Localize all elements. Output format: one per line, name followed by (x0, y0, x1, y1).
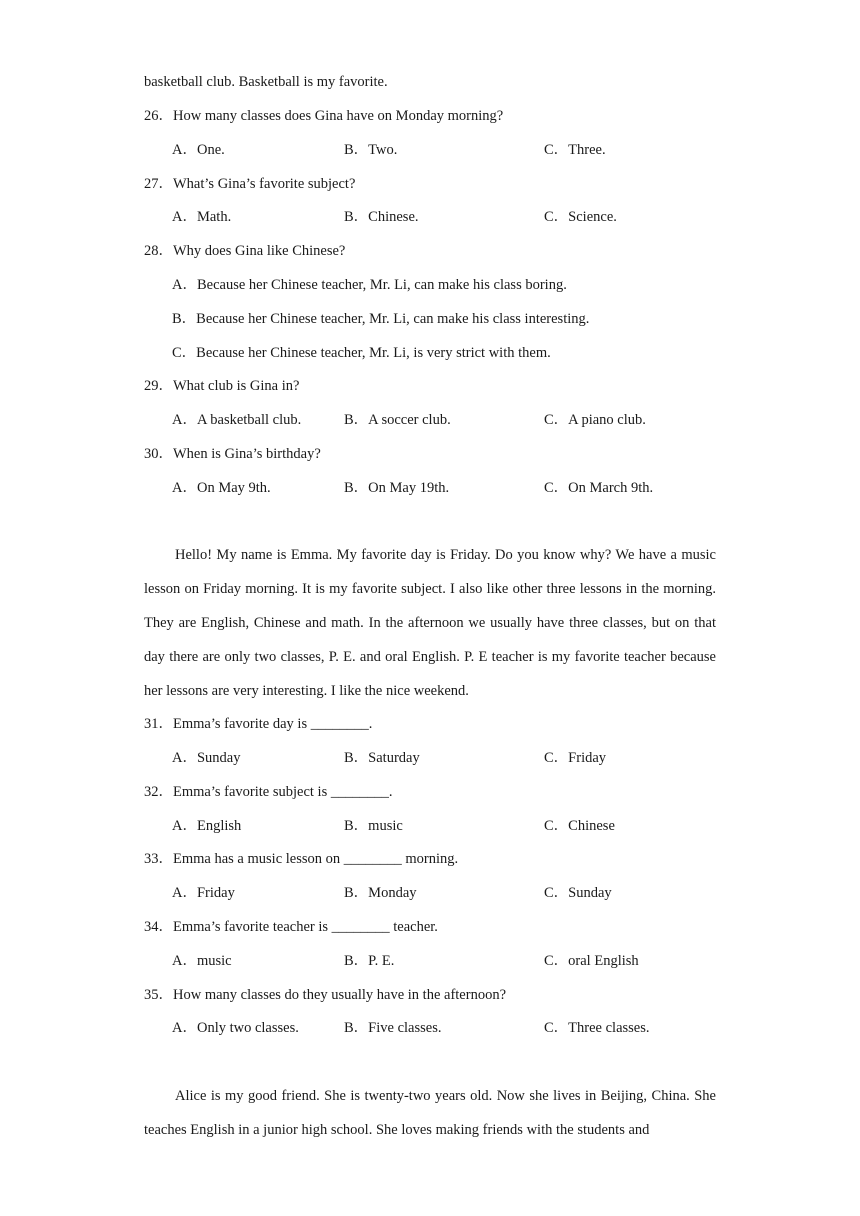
option-b[interactable]: B．Five classes. (344, 1020, 442, 1036)
options-30 (172, 478, 732, 498)
options-35 (172, 1018, 732, 1038)
option-c[interactable]: C．Friday (544, 750, 607, 766)
options-27 (172, 207, 732, 227)
option-b[interactable]: B．music (344, 818, 403, 834)
option-b[interactable]: B．Monday (344, 885, 417, 901)
question-30: 30．When is Gina’s birthday? (144, 446, 321, 462)
question-35: 35．How many classes do they usually have in the afternoon? (144, 987, 507, 1003)
passage-tail: basketball club. Basketball is my favorite. (144, 74, 388, 90)
option-b[interactable]: B．P. E. (344, 953, 395, 969)
options-31 (172, 748, 732, 768)
options-26 (172, 140, 732, 160)
question-29: 29．What club is Gina in? (144, 378, 300, 394)
option-b[interactable]: B．Chinese. (344, 209, 419, 225)
question-28: 28．Why does Gina like Chinese? (144, 243, 346, 259)
option-c[interactable]: C．On March 9th. (544, 480, 654, 496)
question-33: 33．Emma has a music lesson on ________ morning. (144, 851, 459, 867)
option-c[interactable]: C．Three. (544, 142, 606, 158)
option-c[interactable]: C．Because her Chinese teacher, Mr. Li, is very strict with them. (172, 345, 551, 361)
options-34 (172, 951, 732, 971)
options-29 (172, 410, 732, 430)
question-26: 26．How many classes does Gina have on Monday morning? (144, 108, 504, 124)
option-b[interactable]: B．Two. (344, 142, 398, 158)
option-a[interactable]: A．On May 9th. (172, 480, 271, 496)
option-b[interactable]: B．A soccer club. (344, 412, 451, 428)
option-a[interactable]: A．One. (172, 142, 225, 158)
question-34: 34．Emma’s favorite teacher is ________ teacher. (144, 919, 438, 935)
option-c[interactable]: C．oral English (544, 953, 639, 969)
option-a[interactable]: A．Math. (172, 209, 232, 225)
question-32: 32．Emma’s favorite subject is ________. (144, 784, 393, 800)
options-33 (172, 883, 732, 903)
option-a[interactable]: A．music (172, 953, 232, 969)
option-a[interactable]: A．Friday (172, 885, 235, 901)
option-a[interactable]: A．Because her Chinese teacher, Mr. Li, can make his class boring. (172, 277, 567, 293)
passage-alice: Alice is my good friend. She is twenty-two years old. Now she lives in Beijing, China. She teaches English in a junior high school. She loves making friends with the students and (144, 1088, 716, 1138)
option-b[interactable]: B．Because her Chinese teacher, Mr. Li, can make his class interesting. (172, 311, 590, 327)
option-c[interactable]: C．A piano club. (544, 412, 646, 428)
passage-emma: Hello! My name is Emma. My favorite day is Friday. Do you know why? We have a music lesson on Friday morning. It is my favorite subject. I also like other three lessons in the morning. They are English, Chinese and math. In the afternoon we usually have three classes, but on that day there are only two classes, P. E. and oral English. P. E teacher is my favorite teacher because her lessons are very interesting. I like the nice weekend. (144, 547, 716, 699)
option-a[interactable]: A．A basketball club. (172, 412, 302, 428)
option-c[interactable]: C．Sunday (544, 885, 612, 901)
options-32 (172, 816, 732, 836)
option-b[interactable]: B．On May 19th. (344, 480, 450, 496)
option-c[interactable]: C．Science. (544, 209, 617, 225)
option-c[interactable]: C．Three classes. (544, 1020, 650, 1036)
option-a[interactable]: A．English (172, 818, 242, 834)
option-a[interactable]: A．Sunday (172, 750, 241, 766)
question-31: 31．Emma’s favorite day is ________. (144, 716, 373, 732)
option-b[interactable]: B．Saturday (344, 750, 420, 766)
question-27: 27．What’s Gina’s favorite subject? (144, 176, 356, 192)
option-a[interactable]: A．Only two classes. (172, 1020, 299, 1036)
option-c[interactable]: C．Chinese (544, 818, 615, 834)
